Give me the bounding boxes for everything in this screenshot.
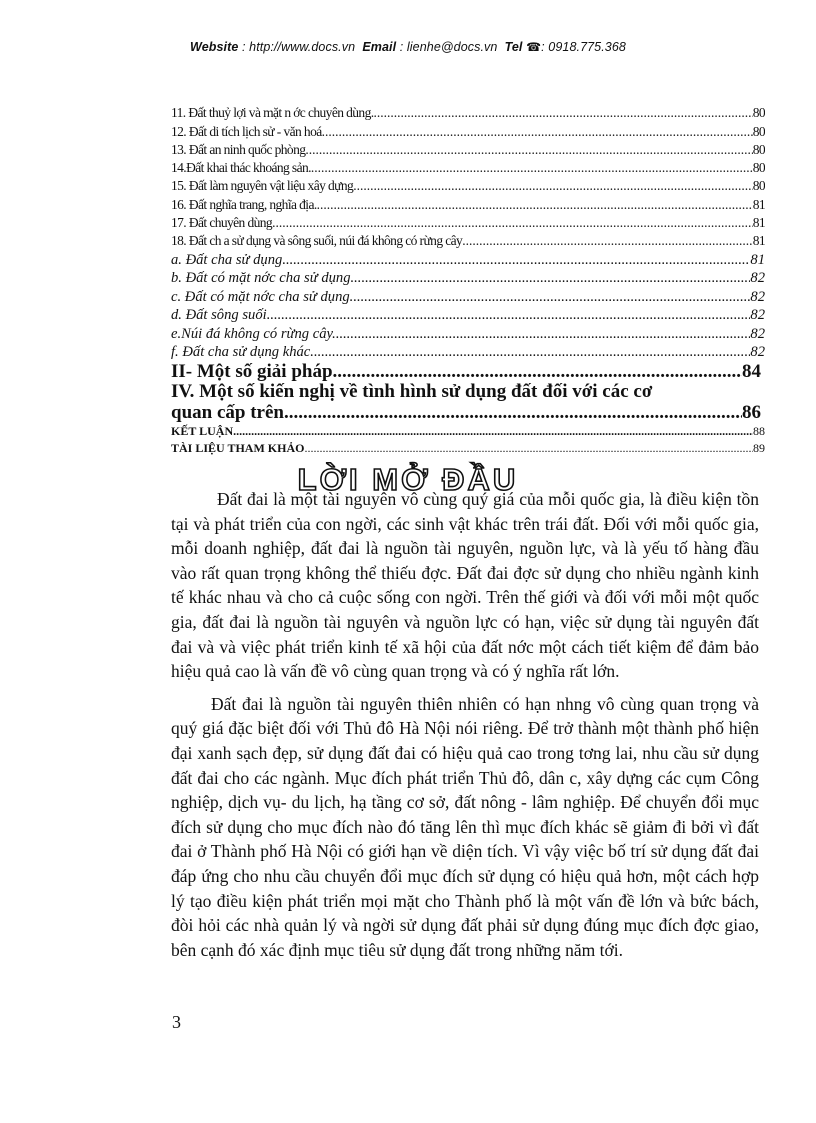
- toc-page: 81: [752, 196, 765, 212]
- toc-row: [171, 343, 765, 362]
- toc-row: [171, 250, 765, 269]
- page-number: 3: [172, 1012, 181, 1032]
- toc-page: 88: [753, 423, 765, 438]
- toc-label: e.Núi đá không có rừng cây.: [171, 325, 336, 342]
- toc-row-solutions: [171, 361, 765, 382]
- website-url[interactable]: : http://www.docs.vn: [242, 40, 356, 54]
- toc-row: [171, 177, 765, 195]
- email-label: Email: [362, 40, 397, 54]
- toc-row-recommendations-line2: [171, 402, 765, 423]
- toc-row: [171, 232, 765, 250]
- toc-label: f. Đất cha sử dụng khác.: [171, 344, 314, 361]
- table-of-contents: [171, 104, 765, 457]
- toc-row: [171, 122, 765, 140]
- toc-page: 81: [750, 251, 765, 268]
- toc-label: 17. Đất chuyên dùng: [171, 215, 273, 231]
- email-address[interactable]: : lienhe@docs.vn: [399, 40, 498, 54]
- toc-label: II- Một số giải pháp.: [171, 361, 338, 382]
- toc-label: b. Đất có mặt nớc cha sử dụng.: [171, 270, 355, 287]
- toc-label: KẾT LUẬN: [171, 423, 234, 438]
- toc-row-references: [171, 440, 765, 457]
- toc-page: 82: [750, 325, 765, 342]
- toc-page: 82: [750, 307, 765, 324]
- toc-row-conclusion: [171, 423, 765, 440]
- toc-label: quan cấp trên.: [171, 402, 289, 423]
- toc-page: 80: [752, 160, 765, 176]
- toc-row-recommendations-line1: [171, 382, 765, 403]
- toc-label: 16. Đất nghĩa trang, nghĩa địa.: [171, 196, 317, 212]
- toc-page: 84: [742, 361, 761, 382]
- toc-row: [171, 141, 765, 159]
- toc-row: [171, 104, 765, 122]
- toc-row: [171, 269, 765, 288]
- section-title: LỜI MỞ ĐẦU: [297, 462, 519, 497]
- toc-row: [171, 287, 765, 306]
- toc-label: TÀI LIỆU THAM KHẢO: [171, 440, 305, 455]
- toc-label: 15. Đất làm nguyên vật liệu xây dựng: [171, 178, 354, 194]
- phone-icon: ☎: [526, 40, 542, 54]
- toc-label: d. Đất sông suối: [171, 307, 267, 324]
- toc-page: 80: [752, 141, 765, 157]
- toc-row: [171, 306, 765, 325]
- toc-label: 12. Đất di tích lịch sử - văn hoá: [171, 123, 322, 139]
- toc-page: 81: [752, 215, 765, 231]
- toc-label: a. Đất cha sử dụng.: [171, 251, 286, 268]
- toc-label: 14.Đất khai thác khoáng sản.: [171, 160, 311, 176]
- toc-row: [171, 214, 765, 232]
- toc-page: 80: [752, 105, 765, 121]
- website-label: Website: [190, 40, 239, 54]
- tel-number: : 0918.775.368: [541, 40, 626, 54]
- tel-label: Tel: [504, 40, 523, 54]
- toc-label: 13. Đất an ninh quốc phòng: [171, 141, 306, 157]
- toc-row: [171, 159, 765, 177]
- toc-page: 81: [752, 233, 765, 249]
- toc-label: IV. Một số kiến nghị về tình hình sử dụng đất đối với các cơ: [171, 381, 653, 403]
- toc-row: [171, 195, 765, 213]
- toc-label: c. Đất có mặt nớc cha sử dụng.: [171, 288, 354, 305]
- toc-page: 82: [750, 344, 765, 361]
- paragraph: Đất đai là một tài nguyên vô cùng quý giá của mỗi quốc gia, là điều kiện tồn tại và phát triển của con ngời, các sinh vật khác trên trái đất. Đối với mỗi quốc gia, mỗi doanh nghiệp, đất đai là nguồn tài nguyên, nguồn lực, và là yếu tố hàng đầu vào rất quan trọng không thể thiếu đợc. Đất đai đợc sử dụng cho nhiều ngành kinh tế khác nhau và cho cả cuộc sống con ngời. Trên thế giới và đối với mỗi một quốc gia, đất đai là nguồn tài nguyên và nguồn lực có hạn, việc sử dụng tài nguyên đất đai và và việc phát triển kinh tế xã hội của đất nớc một cách tiết kiệm để đảm bảo hiệu quả cao là vấn đề vô cùng quan trọng và có ý nghĩa rất lớn.: [171, 489, 759, 682]
- toc-page: 89: [753, 440, 765, 455]
- body-text: [171, 487, 759, 970]
- toc-page: 86: [742, 402, 761, 423]
- toc-page: 82: [750, 270, 765, 287]
- toc-page: 80: [752, 178, 765, 194]
- toc-page: 82: [750, 288, 765, 305]
- toc-label: 11. Đất thuỷ lợi và mặt n ớc chuyên dùng.: [171, 105, 374, 121]
- toc-page: 80: [752, 123, 765, 139]
- page-header: [0, 40, 816, 54]
- toc-row: [171, 324, 765, 343]
- paragraph: Đất đai là nguồn tài nguyên thiên nhiên có hạn nhng vô cùng quan trọng và quý giá đặc biệt đối với Thủ đô Hà Nội nói riêng. Để trở thành một thành phố hiện đại xanh sạch đẹp, sử dụng đất đai có hiệu quả cao trong tơng lai, nhu cầu sử dụng đất đai cho các ngành. Mục đích phát triển Thủ đô, dân c, xây dựng các cụm Công nghiệp, dịch vụ- du lịch, hạ tầng cơ sở, đất nông - lâm nghiệp. Để chuyển đổi mục đích sử dụng cho mục đích nào đó tăng lên thì mục đích khác sẽ giảm đi bởi vì đất đai ở Thành phố Hà Nội có giới hạn về diện tích. Vì vậy việc bố trí sử dụng đất đai đáp ứng cho nhu cầu chuyển đổi mục đích sử dụng có hiệu quả hơn, một cách hợp lý tạo điều kiện phát triển mọi mặt cho Thành phố là một vấn đề lớn và bức bách, đòi hỏi các nhà quản lý và ngời sử dụng đất phải sử dụng đúng mục đích đợc giao, bên cạnh đó xác định mục tiêu sử dụng đất trong những năm tới.: [171, 693, 759, 960]
- toc-label: 18. Đất ch a sử dụng và sông suối, núi đá không có rừng cây: [171, 233, 463, 249]
